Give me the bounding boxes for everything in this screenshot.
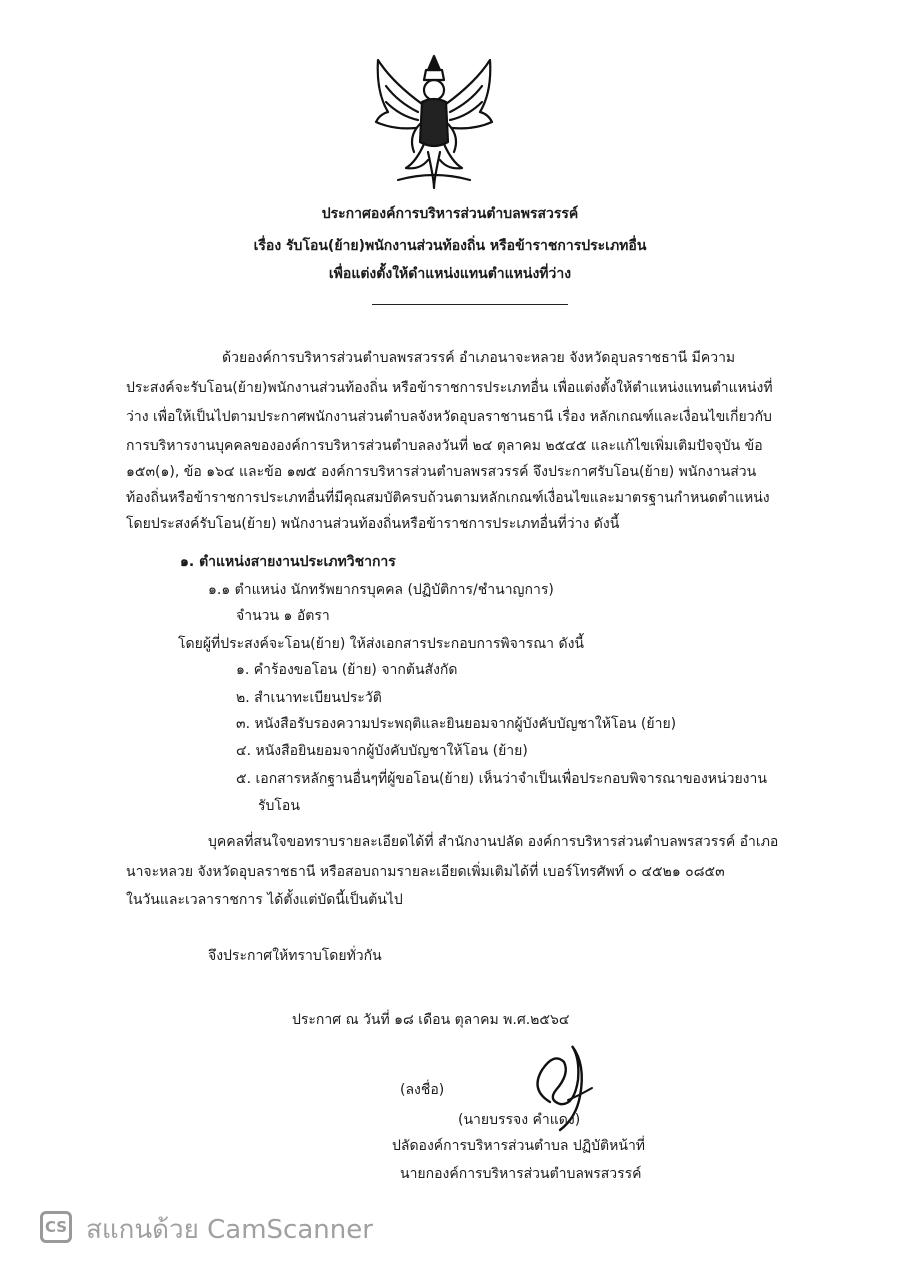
contact-line: ในวันและเวลาราชการ ได้ตั้งแต่บัดนี้เป็นต้นไป xyxy=(126,892,403,908)
paragraph-line: ว่าง เพื่อให้เป็นไปตามประกาศพนักงานส่วนตำบลจังหวัดอุบลราชานธานี เรื่อง หลักเกณฑ์และเงื่อนไขเกี่ยวกับ xyxy=(126,409,772,425)
contact-line: บุคคลที่สนใจขอทราบรายละเอียดได้ที่ สำนักงานปลัด องค์การบริหารส่วนตำบลพรสวรรค์ อำเภอ xyxy=(208,834,779,850)
announcement-title: ประกาศองค์การบริหารส่วนตำบลพรสวรรค์ xyxy=(321,206,579,222)
paragraph-line: โดยประสงค์รับโอน(ย้าย) พนักงานส่วนท้องถิ่นหรือข้าราชการประเภทอื่นที่ว่าง ดังนี้ xyxy=(126,516,620,532)
document-item: ๑. คำร้องขอโอน (ย้าย) จากต้นสังกัด xyxy=(236,662,458,678)
signer-name: (นายบรรจง คำแดง) xyxy=(458,1112,581,1128)
announcement-subject-continued: เพื่อแต่งตั้งให้ดำแหน่งแทนตำแหน่งที่ว่าง xyxy=(328,266,572,282)
contact-line: นาจะหลวย จังหวัดอุบลราชธานี หรือสอบถามรายละเอียดเพิ่มเติมได้ที่ เบอร์โทรศัพท์ ๐ ๔๕๒๑ ๐๘๕๓ xyxy=(126,864,725,880)
paragraph-line: ด้วยองค์การบริหารส่วนตำบลพรสวรรค์ อำเภอนาจะหลวย จังหวัดอุบลราชธานี มีความ xyxy=(222,350,736,366)
signature-label: (ลงชื่อ) xyxy=(400,1082,445,1098)
paragraph-line: ประสงค์จะรับโอน(ย้าย)พนักงานส่วนท้องถิ่น หรือข้าราชการประเภทอื่น เพื่อแต่งตั้งให้ตำแหน่งแทนตำแหน่งที่ xyxy=(126,380,773,396)
document-item: ๔. หนังสือยินยอมจากผู้บังคับบัญชาให้โอน (ย้าย) xyxy=(236,743,528,759)
paragraph-line: ๑๕๓(๑), ข้อ ๑๖๔ และข้อ ๑๗๕ องค์การบริหารส่วนตำบลพรสวรรค์ จึงประกาศรับโอน(ย้าย) พนักงานส่วน xyxy=(126,464,757,480)
camscanner-logo-icon: CS xyxy=(40,1211,72,1243)
garuda-emblem-icon xyxy=(372,52,496,192)
paragraph-line: ท้องถิ่นหรือข้าราชการประเภทอื่นที่มีคุณสมบัติครบถ้วนตามหลักเกณฑ์เงื่อนไขและมาตรฐานกำหนดตำแหน่ง xyxy=(126,490,770,506)
paragraph-line: การบริหารงานบุคคลขององค์การบริหารส่วนตำบลลงวันที่ ๒๔ ตุลาคม ๒๕๔๕ และแก้ไขเพิ่มเติมปัจจุบัน ข้อ xyxy=(126,438,763,454)
documents-intro: โดยผู้ที่ประสงค์จะโอน(ย้าย) ให้ส่งเอกสารประกอบการพิจารณา ดังนี้ xyxy=(178,636,584,652)
position-title: ๑.๑ ตำแหน่ง นักทรัพยากรบุคคล (ปฏิบัติการ/ชำนาญการ) xyxy=(208,582,554,598)
announcement-date: ประกาศ ณ วันที่ ๑๘ เดือน ตุลาคม พ.ศ.๒๕๖๔ xyxy=(292,1012,570,1028)
signer-position: ปลัดองค์การบริหารส่วนตำบล ปฏิบัติหน้าที่ xyxy=(392,1138,646,1154)
document-item: ๓. หนังสือรับรองความประพฤติและยินยอมจากผู้บังคับบัญชาให้โอน (ย้าย) xyxy=(236,716,677,732)
document-item-continuation: รับโอน xyxy=(258,798,300,814)
signer-acting-position: นายกองค์การบริหารส่วนตำบลพรสวรรค์ xyxy=(400,1166,642,1182)
camscanner-watermark: สแกนด้วย CamScanner xyxy=(86,1215,373,1245)
title-divider xyxy=(372,304,568,305)
position-count: จำนวน ๑ อัตรา xyxy=(236,608,330,624)
announcement-subject: เรื่อง รับโอน(ย้าย)พนักงานส่วนท้องถิ่น หรือข้าราชการประเภทอื่น xyxy=(253,238,647,254)
closing-statement: จึงประกาศให้ทราบโดยทั่วกัน xyxy=(208,948,382,964)
document-item: ๒. สำเนาทะเบียนประวัติ xyxy=(236,690,382,706)
document-item: ๕. เอกสารหลักฐานอื่นๆที่ผู้ขอโอน(ย้าย) เห็นว่าจำเป็นเพื่อประกอบพิจารณาของหน่วยงาน xyxy=(236,771,767,787)
section-heading: ๑. ตำแหน่งสายงานประเภทวิชาการ xyxy=(180,554,396,570)
